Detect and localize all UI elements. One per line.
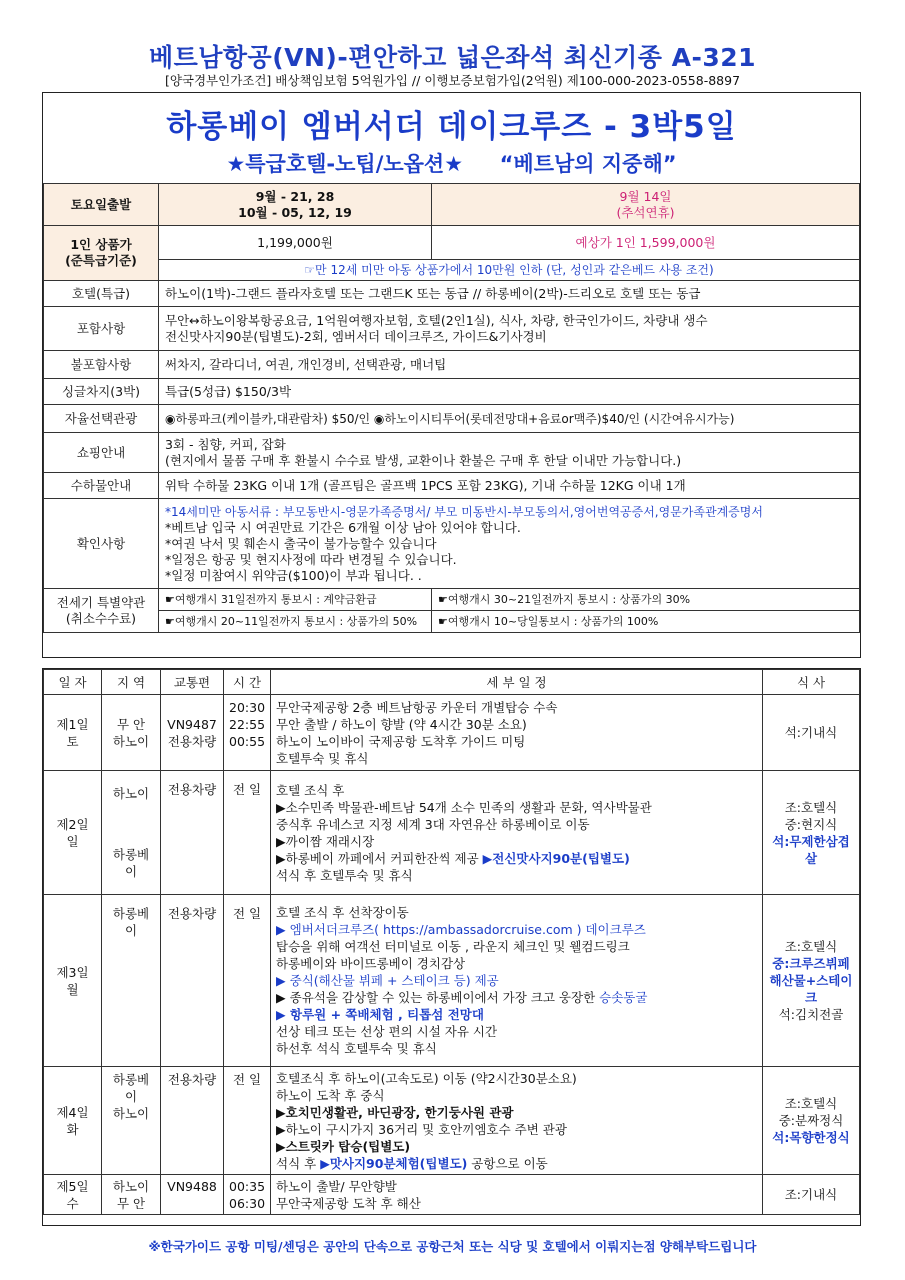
depart-dates <box>159 184 432 226</box>
title-area <box>43 93 860 183</box>
day5-meal: 조:기내식 <box>763 1175 860 1215</box>
depart-dates-1: 9월 - 21, 28 <box>255 188 335 204</box>
price-label-1: 1인 상품가 <box>70 237 132 252</box>
header-airline: 베트남항공(VN)-편안하고 넓은좌석 최신기종 A-321 <box>148 43 757 72</box>
check-1: *14세미만 아동서류 : 부모동반시-영문가족증명서/ 부모 미동반시-부모동의서,영어번역공증서,영문가족관계증명서 <box>165 504 763 519</box>
schedule-line: ▶스트릿카 탑승(팁별도) <box>276 1138 411 1154</box>
price-label <box>44 226 159 281</box>
child-note: ☞만 12세 미만 아동 상품가에서 10만원 인하 (단, 성인과 같은베드 사용 조건) <box>159 260 860 281</box>
subtitle-right: “베트남의 지중해” <box>499 152 677 176</box>
incl-2: 전신맛사지90분(팁별도)-2회, 엠버서더 데이크루즈, 가이드&기사경비 <box>165 328 547 344</box>
region-1: 하롱베이 <box>112 1072 150 1104</box>
day-weekday: 일 <box>66 833 79 849</box>
day-label: 제3일 <box>56 964 89 980</box>
time-1: 20:30 <box>229 700 266 715</box>
schedule-line: 선상 테크 또는 선상 편의 시설 자유 시간 <box>276 1024 498 1039</box>
day-label: 제4일 <box>56 1104 89 1120</box>
product-title: 하롱베이 엠버서더 데이크루즈 - 3박5일 <box>166 109 737 145</box>
option-info: ◉하롱파크(케이블카,대관람차) $50/인 ◉하노이시티투어(롯데전망대+음료or맥주)$40/인 (시간여유시가능) <box>159 405 860 433</box>
option-label: 자율선택관광 <box>44 405 159 433</box>
schedule-line: 무안국제공항 도착 후 해산 <box>276 1195 421 1211</box>
day4-day <box>44 1067 102 1175</box>
schedule-line: 하선후 석식 호텔투숙 및 휴식 <box>276 1041 437 1056</box>
day3-time: 전 일 <box>224 895 271 1067</box>
day1-schedule <box>271 695 763 771</box>
table-row <box>44 1175 860 1215</box>
meal-line: 석:무제한삼겹살 <box>772 833 850 866</box>
schedule-text: ▶ 종유석을 감상할 수 있는 하롱베이에서 가장 크고 웅장한 <box>276 990 600 1005</box>
day-weekday: 월 <box>66 981 79 997</box>
schedule-line: ▶ 항루원 + 쪽배체험 , 티톱섬 전망대 <box>276 1007 484 1022</box>
incl-1: 무안↔하노이왕복항공요금, 1억원여행자보험, 호텔(2인1실), 식사, 차량, 한국인가이드, 차량내 생수 <box>165 312 708 328</box>
check-5: *일정 미참여시 위약금($100)이 부과 됩니다. . <box>165 567 422 583</box>
schedule-line: ▶호치민생활관, 바딘광장, 한기둥사원 관광 <box>276 1104 514 1120</box>
excl-label: 불포함사항 <box>44 351 159 379</box>
col-region: 지 역 <box>102 670 161 695</box>
col-schedule: 세 부 일 정 <box>271 670 763 695</box>
info-table <box>43 183 860 633</box>
region-2: 하노이 <box>112 1106 150 1121</box>
region-2: 하노이 <box>112 733 150 749</box>
schedule-line: 호텔투숙 및 휴식 <box>276 750 369 766</box>
day4-schedule <box>271 1067 763 1175</box>
schedule-line: 무안 출발 / 하노이 향발 (약 4시간 30분 소요) <box>276 716 527 732</box>
check-label: 확인사항 <box>44 499 159 589</box>
schedule-text: 공항으로 이동 <box>467 1155 548 1171</box>
special-date-2: (추석연휴) <box>616 204 675 220</box>
schedule-line: 무안국제공항 2층 베트남항공 카운터 개별탑승 수속 <box>276 699 558 715</box>
day-label: 제1일 <box>56 716 89 732</box>
subtitle-left: ★특급호텔-노팁/노옵션★ <box>226 152 464 176</box>
cancel-label-2: (취소수수료) <box>65 610 137 626</box>
transport-1: VN9487 <box>167 716 217 732</box>
day3-transport: 전용차량 <box>161 895 224 1067</box>
schedule-line: 하노이 도착 후 중식 <box>276 1087 385 1103</box>
day4-region <box>102 1067 161 1175</box>
meal-line: 석:목향한정식 <box>772 1130 850 1145</box>
meal-line: 중:크루즈뷔페 <box>772 956 850 971</box>
schedule-highlight: ▶전신맛사지90분(팁별도) <box>482 850 630 866</box>
meal-line: 조:호텔식 <box>784 939 838 954</box>
day4-time: 전 일 <box>224 1067 271 1175</box>
day1-region <box>102 695 161 771</box>
schedule-line: 중식후 유네스코 지정 세계 3대 자연유산 하롱베이로 이동 <box>276 816 590 832</box>
check-info <box>159 499 860 589</box>
cancel-rule-1: ☛여행개시 31일전까지 통보시 : 계약금환급 <box>159 589 432 611</box>
baggage-info: 위탁 수하물 23KG 이내 1개 (골프팀은 골프백 1PCS 포함 23KG), 기내 수하물 12KG 이내 1개 <box>159 473 860 499</box>
schedule-line: ▶하노이 구시가지 36거리 및 호안끼엠호수 주변 관광 <box>276 1121 567 1137</box>
single-label: 싱글차지(3박) <box>44 379 159 405</box>
price-label-2: (준특급기준) <box>65 253 137 268</box>
col-transport: 교통편 <box>161 670 224 695</box>
check-4: *일정은 항공 및 현지사정에 따라 변경될 수 있습니다. <box>165 551 457 567</box>
day5-transport: VN9488 <box>161 1175 224 1215</box>
cancel-rule-3: ☛여행개시 20~11일전까지 통보시 : 상품가의 50% <box>159 611 432 633</box>
schedule-text: ▶하롱베이 까페에서 커피한잔씩 제공 <box>276 850 483 866</box>
schedule-highlight: ▶맛사지90분체험(팁별도) <box>320 1155 468 1171</box>
day4-meal <box>763 1067 860 1175</box>
product-subtitle <box>43 148 860 178</box>
meal-line: 조:호텔식 <box>784 1096 838 1111</box>
footer-note: ※한국가이드 공항 미팅/센딩은 공안의 단속으로 공항근처 또는 식당 및 호텔에서 이뤄지는점 양해부탁드립니다 <box>148 1239 757 1254</box>
day5-time <box>224 1175 271 1215</box>
region-1: 무 안 <box>116 716 146 732</box>
schedule-line: 탑승을 위해 여객선 터미널로 이동 , 라운지 체크인 및 웰컴드링크 <box>276 939 630 954</box>
day2-day <box>44 771 102 895</box>
day2-region <box>102 771 161 895</box>
special-date <box>432 184 860 226</box>
baggage-label: 수하물안내 <box>44 473 159 499</box>
depart-dates-2: 10월 - 05, 12, 19 <box>238 204 352 220</box>
schedule-line <box>276 1155 757 1172</box>
special-price: 예상가 1인 1,599,000원 <box>432 226 860 260</box>
schedule-line <box>276 850 757 867</box>
schedule-line: 호텔조식 후 하노이(고속도로) 이동 (약2시간30분소요) <box>276 1070 577 1086</box>
itinerary-header-row <box>44 670 860 695</box>
schedule-line: 하노이 출발/ 무안향발 <box>276 1178 397 1194</box>
meal-line: 해산물+스테이크 <box>769 973 853 1005</box>
schedule-highlight: 승솟동굴 <box>599 990 648 1005</box>
day2-schedule <box>271 771 763 895</box>
region-1: 하노이 <box>112 786 150 801</box>
cancel-rule-4: ☛여행개시 10~당일통보시 : 상품가의 100% <box>432 611 860 633</box>
col-day: 일 자 <box>44 670 102 695</box>
table-row <box>44 695 860 771</box>
incl-info <box>159 307 860 351</box>
single-info: 특급(5성급) $150/3박 <box>159 379 860 405</box>
cancel-label <box>44 589 159 633</box>
transport-2: 전용차량 <box>167 733 217 749</box>
day4-transport: 전용차량 <box>161 1067 224 1175</box>
day-weekday: 수 <box>66 1195 79 1211</box>
special-date-1: 9월 14일 <box>619 188 672 204</box>
day2-meal <box>763 771 860 895</box>
check-3: *여권 낙서 및 훼손시 출국이 불가능할수 있습니다 <box>165 535 437 551</box>
check-2: *베트남 입국 시 여권만료 기간은 6개월 이상 남아 있어야 합니다. <box>165 519 521 535</box>
excl-info: 써차지, 갈라디너, 여권, 개인경비, 선택관광, 매너팁 <box>159 351 860 379</box>
day-weekday: 화 <box>66 1121 79 1137</box>
day-label: 제2일 <box>56 816 89 832</box>
day-label: 제5일 <box>56 1178 89 1194</box>
schedule-text: 석식 후 <box>276 1155 321 1171</box>
hotel-info: 하노이(1박)-그랜드 플라자호텔 또는 그랜드K 또는 동급 // 하롱베이(2박)-드리오로 호텔 또는 동급 <box>159 281 860 307</box>
cancel-rule-2: ☛여행개시 30~21일전까지 통보시 : 상품가의 30% <box>432 589 860 611</box>
region-2: 무 안 <box>116 1195 146 1211</box>
hotel-label: 호텔(특급) <box>44 281 159 307</box>
schedule-line: 석식 후 호텔투숙 및 휴식 <box>276 867 413 883</box>
schedule-line: ▶소수민족 박물관-베트남 54개 소수 민족의 생활과 문화, 역사박물관 <box>276 799 652 815</box>
day1-day <box>44 695 102 771</box>
shop-label: 쇼핑안내 <box>44 433 159 473</box>
cancel-label-1: 전세기 특별약관 <box>56 594 146 610</box>
day3-day <box>44 895 102 1067</box>
product-summary <box>42 92 861 658</box>
header-insurance: [양국경부인가조건] 배상책임보험 5억원가입 // 이행보증보험가입(2억원) 제100-000-2023-0558-8897 <box>164 73 741 88</box>
day1-transport <box>161 695 224 771</box>
region-1: 하노이 <box>112 1178 150 1194</box>
day-weekday: 토 <box>66 733 79 749</box>
meal-line: 조:호텔식 <box>784 799 838 815</box>
time-3: 00:55 <box>229 734 266 749</box>
schedule-line: 하롱베이와 바이뜨롱베이 경치감상 <box>276 956 466 971</box>
day5-day <box>44 1175 102 1215</box>
meal-line: 석:김치전골 <box>778 1007 844 1022</box>
region-2: 하롱베이 <box>112 847 150 879</box>
schedule-line <box>276 989 757 1006</box>
itinerary-box <box>42 668 861 1226</box>
schedule-line: 호텔 조식 후 <box>276 782 345 798</box>
schedule-line: ▶ 엠버서더크루즈( https://ambassadorcruise.com ) 데이크루즈 <box>276 922 646 937</box>
col-meal: 식 사 <box>763 670 860 695</box>
schedule-line: ▶ 중식(해산물 뷔페 + 스테이크 등) 제공 <box>276 973 499 988</box>
table-row <box>44 771 860 895</box>
time-2: 22:55 <box>229 717 266 732</box>
col-time: 시 간 <box>224 670 271 695</box>
time-1: 00:35 <box>229 1178 266 1194</box>
depart-label: 토요일출발 <box>44 184 159 226</box>
shop-info <box>159 433 860 473</box>
itinerary-table <box>43 669 860 1215</box>
time-2: 06:30 <box>229 1195 266 1211</box>
schedule-line: ▶까이짬 재래시장 <box>276 833 375 849</box>
meal-line: 중:분짜정식 <box>778 1113 844 1128</box>
day3-region: 하롱베이 <box>102 895 161 1067</box>
schedule-line: 호텔 조식 후 선착장이동 <box>276 905 409 920</box>
day5-schedule <box>271 1175 763 1215</box>
day1-time <box>224 695 271 771</box>
schedule-line: 하노이 노이바이 국제공항 도착후 가이드 미팅 <box>276 733 526 749</box>
meal-line: 중:현지식 <box>784 816 838 832</box>
day5-region <box>102 1175 161 1215</box>
day2-time: 전 일 <box>224 771 271 895</box>
incl-label: 포함사항 <box>44 307 159 351</box>
day1-meal: 석:기내식 <box>763 695 860 771</box>
price: 1,199,000원 <box>159 226 432 260</box>
table-row <box>44 895 860 1067</box>
day2-transport: 전용차량 <box>161 771 224 895</box>
day3-meal <box>763 895 860 1067</box>
table-row <box>44 1067 860 1175</box>
day3-schedule <box>271 895 763 1067</box>
shop-1: 3회 - 침향, 커피, 잡화 <box>165 436 286 452</box>
shop-2: (현지에서 물품 구매 후 환불시 수수료 발생, 교환이나 환불은 구매 후 한달 이내만 가능합니다.) <box>165 452 682 468</box>
